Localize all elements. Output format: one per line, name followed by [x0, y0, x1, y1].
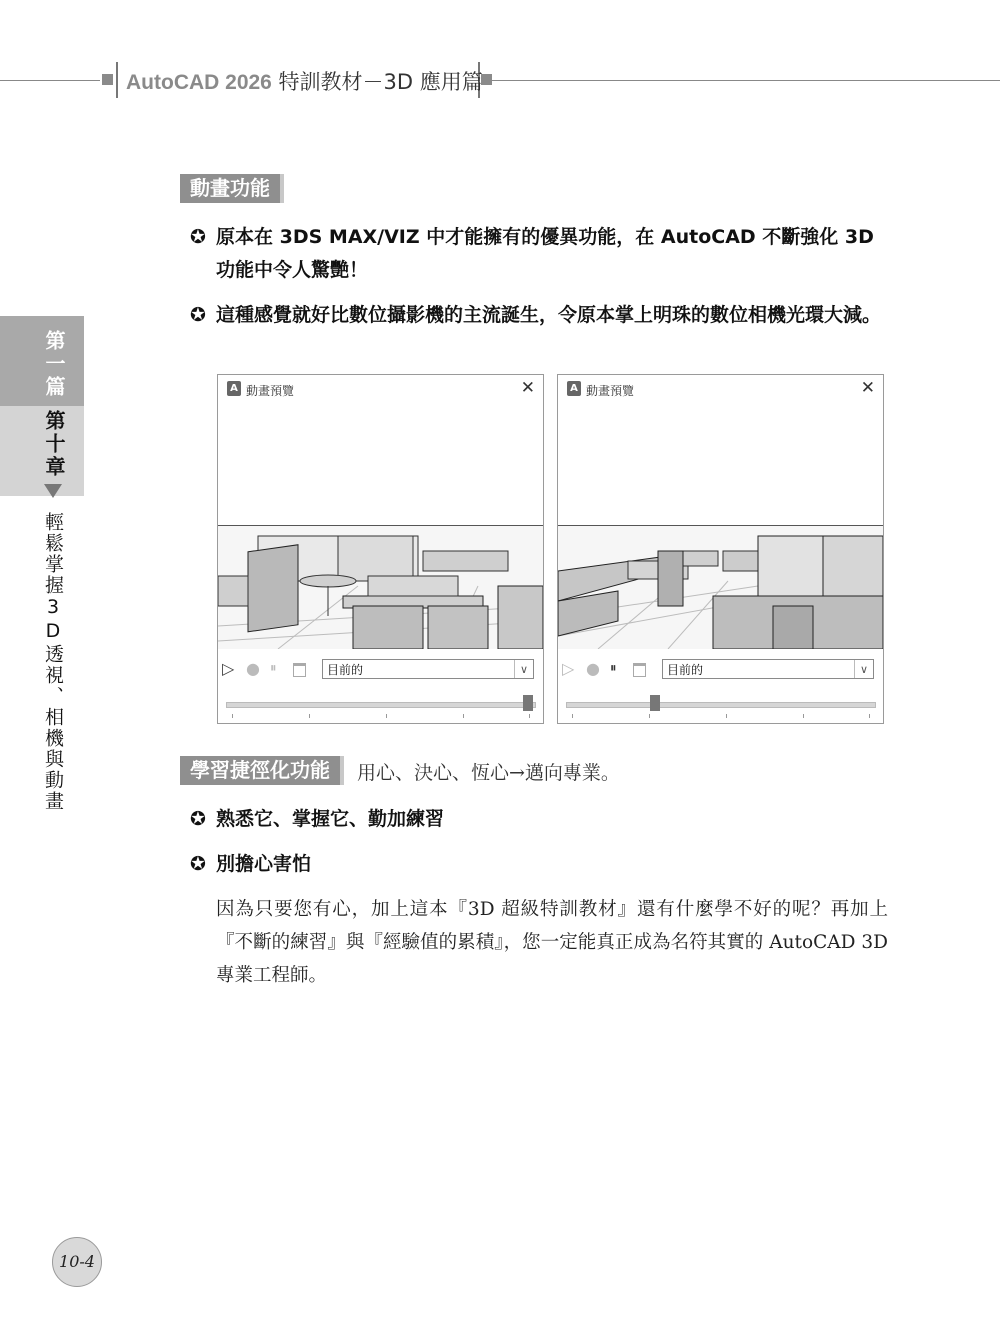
record-icon[interactable]: ● — [246, 659, 260, 678]
running-header — [126, 66, 483, 96]
bullet-text: 別擔心害怕 — [216, 853, 312, 875]
star-bullet-icon: ✪ — [190, 304, 206, 326]
side-tab-chapter: 第十章 — [42, 410, 66, 479]
slider-tick — [869, 714, 870, 718]
bullet-text: 熟悉它、掌握它、勤加練習 — [216, 808, 445, 830]
star-bullet-icon: ✪ — [190, 853, 206, 875]
frame-slider-thumb[interactable] — [650, 695, 660, 711]
star-bullet-icon: ✪ — [190, 226, 206, 248]
slider-tick — [232, 714, 233, 718]
camera-view-value: 目前的 — [327, 663, 364, 677]
side-tab-arrow-icon — [44, 484, 62, 498]
window-icon[interactable] — [633, 663, 646, 677]
window-title: 動畫預覽 — [586, 384, 635, 398]
window-title: 動畫預覽 — [246, 384, 295, 398]
chevron-down-icon: ∨ — [514, 660, 533, 678]
slider-tick — [803, 714, 804, 718]
preview-viewport — [558, 525, 883, 649]
section-aside: 用心、決心、恆心→邁向專業。 — [357, 762, 620, 784]
side-tab-topic: 輕鬆掌握3D透視、相機與動畫 — [42, 512, 64, 812]
play-icon[interactable]: ▷ — [562, 659, 575, 678]
window-icon[interactable] — [293, 663, 306, 677]
header-rule-left — [0, 80, 100, 81]
close-icon[interactable]: ✕ — [860, 378, 875, 398]
animation-preview-window-1 — [217, 374, 544, 724]
slider-tick — [386, 714, 387, 718]
preview-viewport — [218, 525, 543, 649]
section-heading-animation: 動畫功能 — [180, 174, 284, 203]
chevron-down-icon: ∨ — [854, 660, 873, 678]
pause-icon[interactable]: ⏸ — [610, 661, 617, 676]
autocad-app-icon: A — [227, 381, 241, 396]
slider-tick — [463, 714, 464, 718]
slider-tick — [572, 714, 573, 718]
page-number: 10-4 — [52, 1237, 102, 1287]
frame-slider-track[interactable] — [566, 702, 876, 708]
camera-view-value: 目前的 — [667, 663, 704, 677]
bullet-item — [190, 848, 890, 881]
autocad-app-icon: A — [567, 381, 581, 396]
camera-view-select[interactable] — [322, 659, 534, 679]
slider-tick — [309, 714, 310, 718]
office-render-image — [558, 526, 883, 649]
animation-preview-window-2 — [557, 374, 884, 724]
side-tab-part: 第一篇 — [42, 330, 66, 399]
star-bullet-icon: ✪ — [190, 808, 206, 830]
slider-tick — [726, 714, 727, 718]
header-brand: AutoCAD 2026 — [126, 71, 272, 94]
frame-slider-thumb[interactable] — [523, 695, 533, 711]
section-heading-learning: 學習捷徑化功能 — [180, 756, 344, 785]
slider-tick — [649, 714, 650, 718]
header-rule-right — [490, 80, 1000, 81]
play-icon[interactable]: ▷ — [222, 659, 235, 678]
close-icon[interactable]: ✕ — [520, 378, 535, 398]
header-title: 特訓教材－3D 應用篇 — [271, 70, 483, 94]
office-render-image — [218, 526, 543, 649]
body-paragraph: 因為只要您有心，加上這本『3D 超級特訓教材』還有什麼學不好的呢？再加上『不斷的練習』與『經驗值的累積』，您一定能真正成為名符其實的 AutoCAD 3D 專業工程師。 — [216, 899, 888, 986]
bullet-item — [190, 299, 890, 332]
bullet-text: 原本在 3DS MAX/VIZ 中才能擁有的優異功能，在 AutoCAD 不斷強化 3D 功能中令人驚艷！ — [216, 226, 874, 281]
bullet-item — [190, 221, 890, 287]
record-icon[interactable]: ● — [586, 659, 600, 678]
bullet-text: 這種感覺就好比數位攝影機的主流誕生，令原本掌上明珠的數位相機光環大減。 — [216, 304, 882, 326]
slider-tick — [529, 714, 530, 718]
camera-view-select[interactable] — [662, 659, 874, 679]
header-square-left — [102, 74, 113, 85]
bullet-item — [190, 803, 890, 836]
frame-slider-track[interactable] — [226, 702, 536, 708]
pause-icon[interactable]: ⏸ — [270, 661, 277, 676]
